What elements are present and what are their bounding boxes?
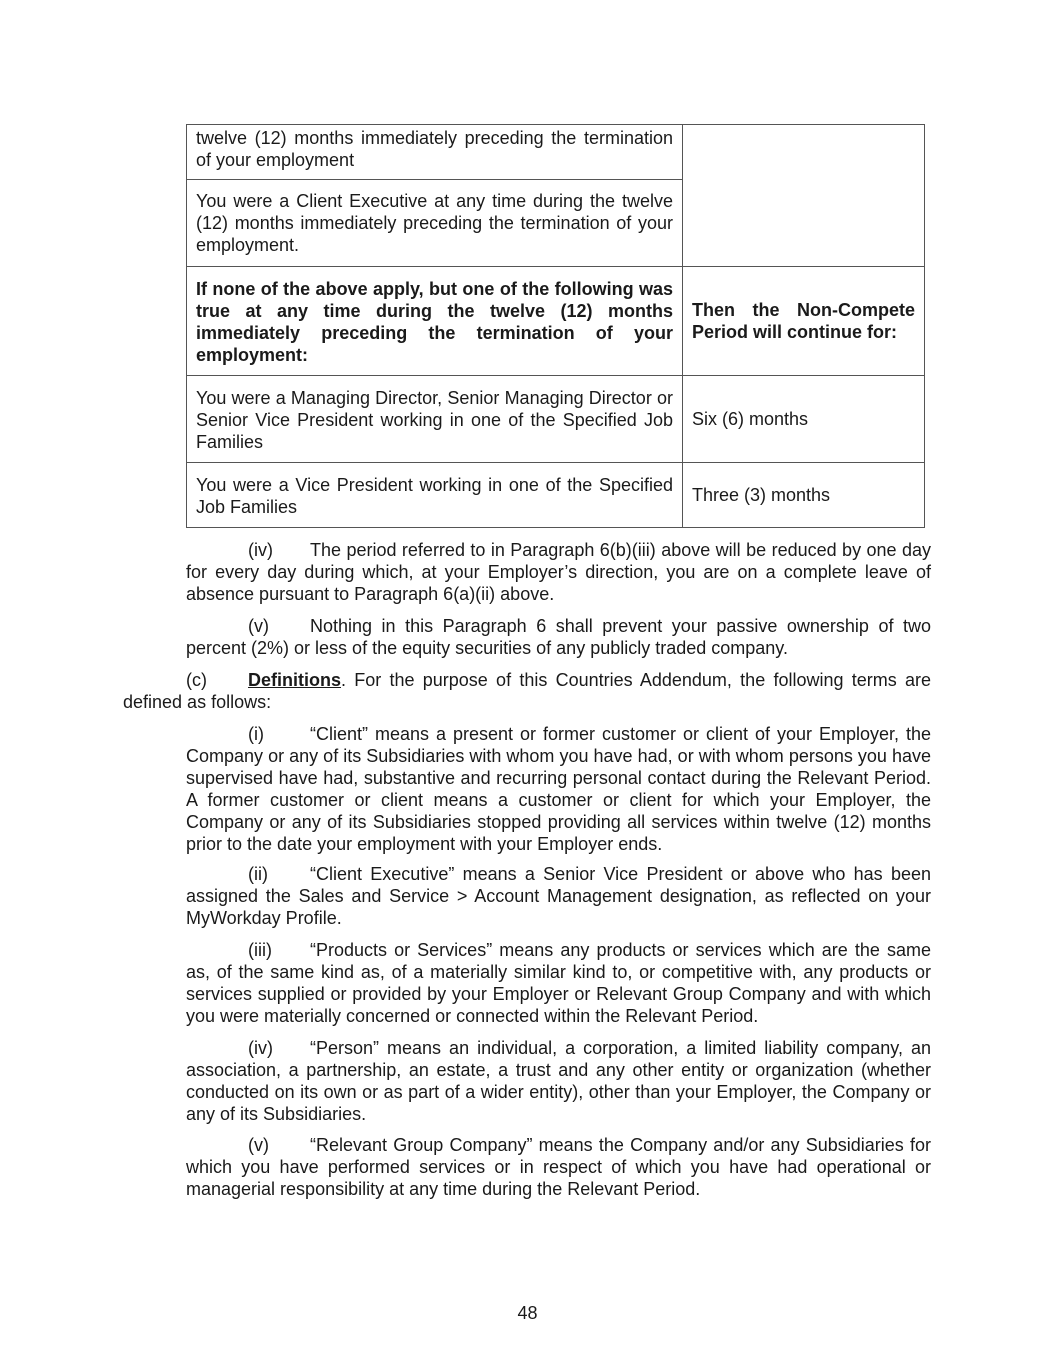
table-row-heading (187, 267, 925, 376)
definition-client-executive (186, 863, 931, 929)
table-cell: You were a Managing Director, Senior Managing Director or Senior Vice President working in one of the Specified Job Families (187, 376, 683, 463)
definition-products-services (186, 939, 931, 1027)
definition-client (186, 723, 931, 855)
table-cell: Three (3) months (683, 463, 925, 528)
paragraph-text: The period referred to in Paragraph 6(b)(iii) above will be reduced by one day for every day during which, at your Employer’s direction, you are on a complete leave of absence pursuant to Paragraph 6(a)(ii) above. (186, 540, 931, 604)
table-cell: Then the Non-Compete Period will continue for: (683, 267, 925, 376)
page-number: 48 (517, 1303, 538, 1323)
paragraph-v (186, 615, 931, 659)
non-compete-period-table (186, 124, 925, 528)
paragraph-text: “Relevant Group Company” means the Company and/or any Subsidiaries for which you have performed services or in respect of which you have had operational or managerial responsibility at any time during the Relevant Period. (186, 1135, 931, 1199)
table-row (187, 125, 925, 180)
definition-person (186, 1037, 931, 1125)
paragraph-number: (iv) (248, 540, 273, 560)
paragraph-number: (iii) (248, 940, 272, 960)
paragraph-text: Nothing in this Paragraph 6 shall prevent your passive ownership of two percent (2%) or less of the equity securities of any publicly traded company. (186, 616, 931, 658)
table-cell: twelve (12) months immediately preceding the termination of your employment (187, 125, 683, 180)
definition-relevant-group-company (186, 1134, 931, 1200)
table-row (187, 463, 925, 528)
paragraph-c-definitions (123, 669, 931, 713)
table-row (187, 376, 925, 463)
paragraph-text: “Client Executive” means a Senior Vice President or above who has been assigned the Sales and Service > Account Management designation, as reflected on your MyWorkday Profile. (186, 864, 931, 928)
definitions-heading: Definitions (248, 670, 341, 690)
paragraph-iv (186, 539, 931, 605)
paragraph-text: “Client” means a present or former customer or client of your Employer, the Company or any of its Subsidiaries with whom you have had, or with whom persons you have supervised have had, substantive and recurring personal contact during the Relevant Period. A former customer or client means a customer or client for which your Employer, the Company or any of its Subsidiaries stopped providing all services within twelve (12) months prior to the date your employment with your Employer ends. (186, 724, 931, 854)
table-cell: You were a Client Executive at any time during the twelve (12) months immediately preceding the termination of your employment. (187, 180, 683, 267)
paragraph-text: “Person” means an individual, a corporation, a limited liability company, an association, a partnership, an estate, a trust and any other entity or organization (whether conducted on its own or as part of a wider entity), other than your Employer, the Company or any of its Subsidiaries. (186, 1038, 931, 1124)
table-cell: You were a Vice President working in one of the Specified Job Families (187, 463, 683, 528)
paragraph-number: (iv) (248, 1038, 273, 1058)
paragraph-number: (c) (186, 670, 207, 690)
paragraph-number: (ii) (248, 864, 268, 884)
paragraph-text: . For the purpose of this Countries Addendum, the following terms are defined as follows: (123, 670, 931, 712)
paragraph-text: “Products or Services” means any products or services which are the same as, of the same kind as, of a materially similar kind to, or competitive with, any products or services supplied or provided by your Employer or Relevant Group Company and with which you were materially concerned or connected within the Relevant Period. (186, 940, 931, 1026)
paragraph-number: (v) (248, 616, 269, 636)
paragraph-number: (v) (248, 1135, 269, 1155)
table-cell-empty (683, 125, 925, 267)
paragraph-number: (i) (248, 724, 264, 744)
table-cell: If none of the above apply, but one of the following was true at any time during the twelve (12) months immediately preceding the termination of your employment: (187, 267, 683, 376)
table-cell: Six (6) months (683, 376, 925, 463)
